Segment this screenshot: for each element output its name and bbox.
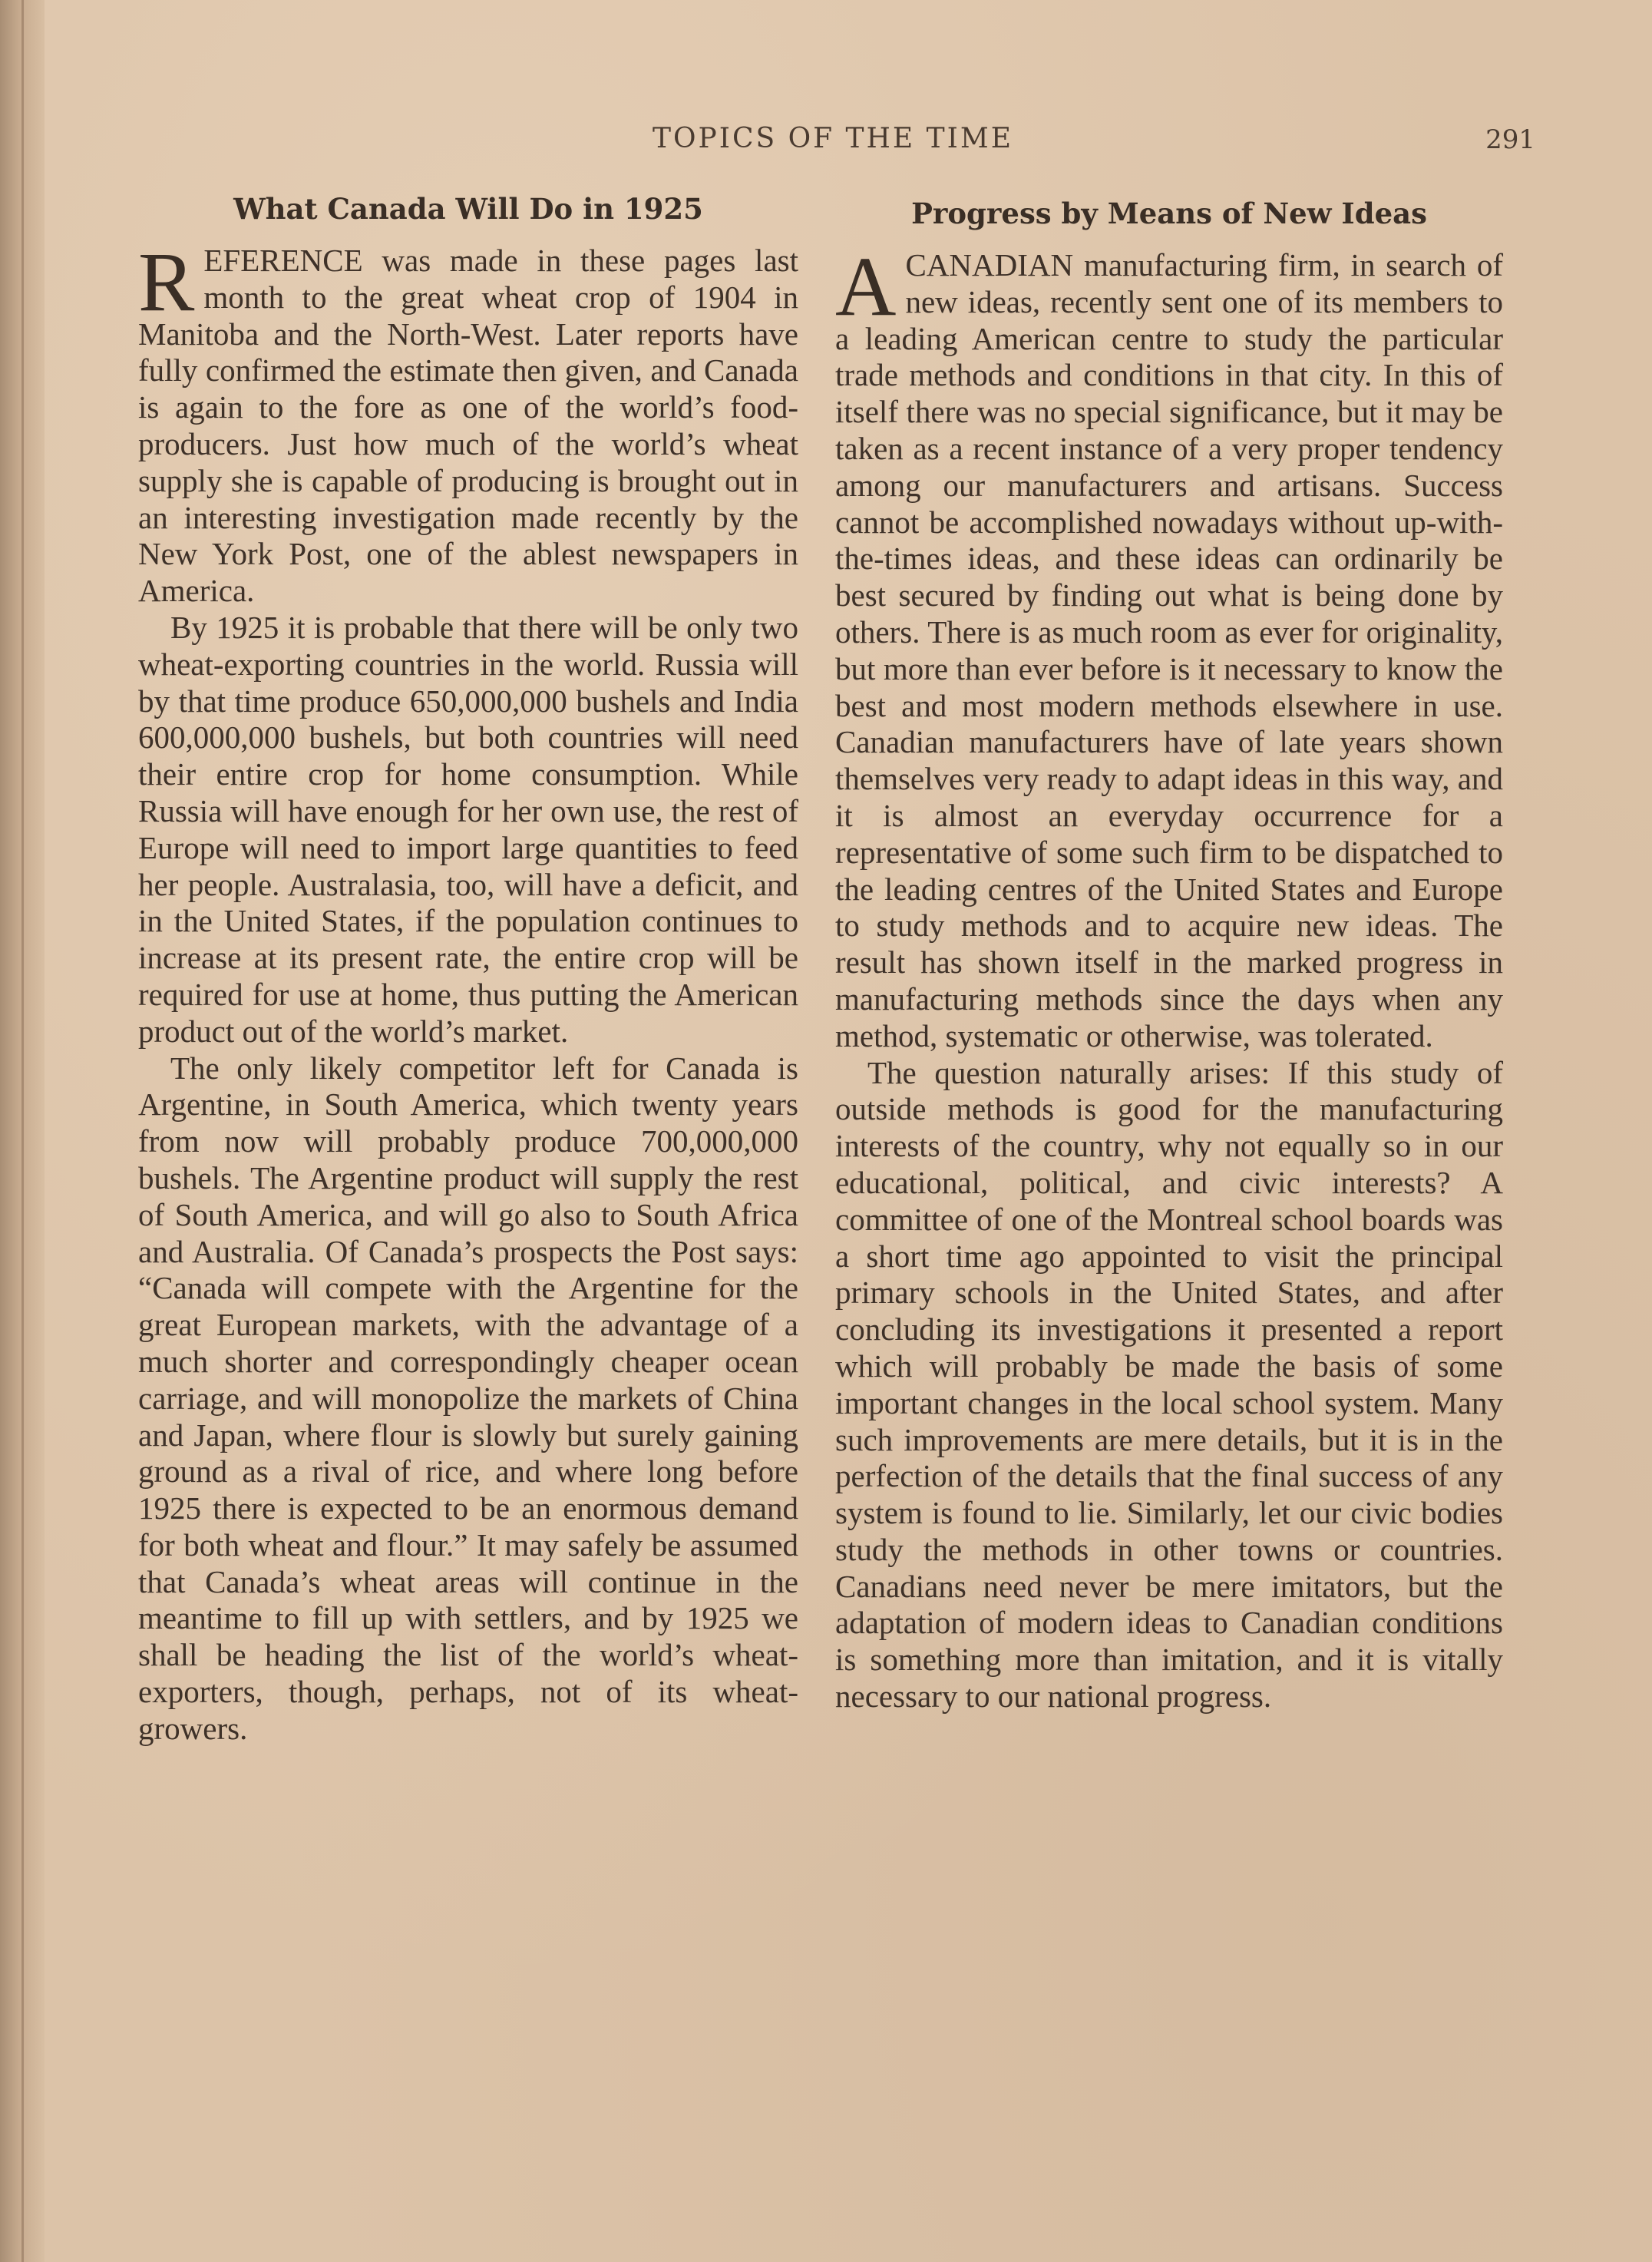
gutter-line xyxy=(21,0,24,2262)
drop-cap: A xyxy=(835,240,897,333)
article-paragraph: The only likely competitor left for Canada is Argentine, in South America, which twenty years from now will probably produce 700,000,000 bushels. The Argentine product will supply the rest of South America, and will go also to South Africa and Australia. Of Canada’s prospects the Post says: “Canada will compete with the Argentine for the great European markets, with the advantage of a much shorter and correspondingly cheaper ocean carriage, and will monopolize the markets of China and Japan, where flour is slowly but surely gaining ground as a rival of rice, and where long before 1925 there is expected to be an enormous demand for both wheat and flour.” It may safely be assumed that Canada’s wheat areas will continue in the meantime to fill up with settlers, and by 1925 we shall be heading the list of the world’s wheat-exporters, though, perhaps, not of its wheat-growers. xyxy=(138,1050,798,1746)
paragraph-text: EFERENCE was made in these pages last month to the great wheat crop of 1904 in Manitoba and the North-West. Later reports have fully confirmed the estimate then given, and Canada is again to the fore as one of the world’s food-producers. Just how much of the world’s wheat supply she is capable of producing is brought out in an interesting investigation made recently by the New York Post, one of the ablest newspapers in America. xyxy=(138,243,798,609)
article-title: Progress by Means of New Ideas xyxy=(911,197,1427,230)
right-column xyxy=(835,192,1503,1715)
article-paragraph: The question naturally arises: If this study of outside methods is good for the manufacturing interests of the country, why not equally so in our educational, political, and civic interests? A committee of one of the Montreal school boards was a short time ago appointed to visit the principal primary schools in the United States, and after concluding its investigations it presented a report which will probably be made the basis of some important changes in the local school system. Many such improvements are mere details, but it is in the perfection of the details that the final success of any system is found to lie. Similarly, let our civic bodies study the methods in other towns or countries. Canadians need never be mere imitators, but the adaptation of modern ideas to Canadian conditions is something more than imitation, and it is vitally necessary to our national progress. xyxy=(835,1054,1503,1715)
running-head: TOPICS OF THE TIME xyxy=(652,123,1014,154)
article-paragraph xyxy=(835,240,1503,1055)
paragraph-text: CANADIAN manufacturing firm, in search of new ideas, recently sent one of its members to a leading American centre to study the particular trade methods and conditions in that city. In this of itself there was no special significance, but it may be taken as a recent instance of a very proper tendency among our manufacturers and artisans. Success cannot be accomplished nowadays without up-with-the-times ideas, and these ideas can ordinarily be best secured by finding out what is being done by others. There is as much room as ever for originality, but more than ever before is it necessary to know the best and most modern methods elsewhere in use. Canadian manufacturers have of late years shown themselves very ready to adapt ideas in this way, and it is almost an everyday occurrence for a representative of some such firm to be dispatched to the leading centres of the United States and Europe to study methods and to acquire new ideas. The result has shown itself in the marked progress in manufacturing methods since the days when any method, systematic or otherwise, was tolerated. xyxy=(835,247,1503,1053)
article-paragraph xyxy=(138,235,798,610)
article-paragraph: By 1925 it is probable that there will be only two wheat-exporting countries in the world. Russia will by that time produce 650,000,000 bushels and India 600,000,000 bushels, but both countries will need their entire crop for home consumption. While Russia will have enough for her own use, the rest of Europe will need to import large quantities to feed her people. Australasia, too, will have a deficit, and in the United States, if the population continues to increase at its present rate, the entire crop will be required for use at home, thus putting the American product out of the world’s market. xyxy=(138,609,798,1049)
page-number: 291 xyxy=(1485,124,1535,155)
drop-cap: R xyxy=(138,235,195,329)
left-column xyxy=(138,192,798,1748)
article-title: What Canada Will Do in 1925 xyxy=(233,192,703,226)
